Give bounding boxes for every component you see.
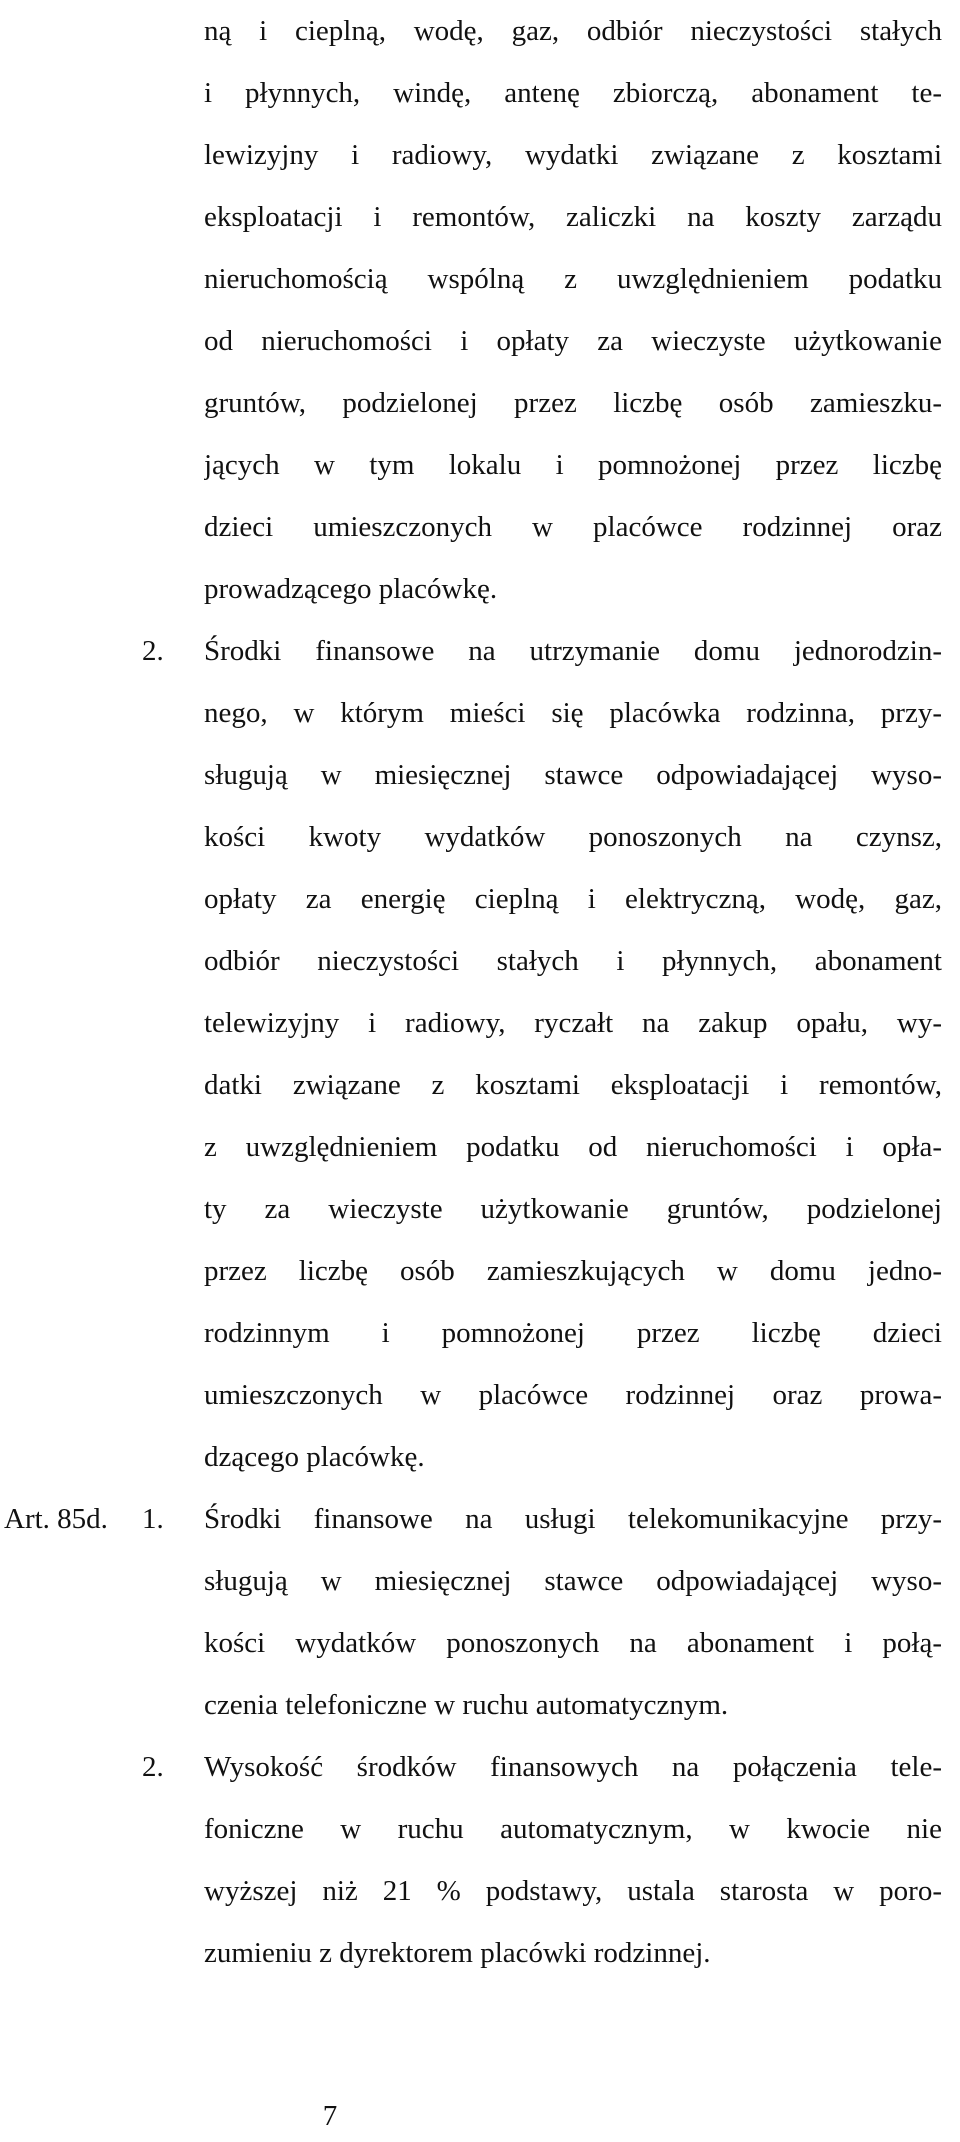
text-line: eksploatacji i remontów, zaliczki na koszty zarządu [204, 201, 942, 233]
text-line: kości kwoty wydatków ponoszonych na czynsz, [204, 821, 942, 853]
text-line: sługują w miesięcznej stawce odpowiadającej wyso- [204, 759, 942, 791]
text-line: odbiór nieczystości stałych i płynnych, abonament [204, 945, 942, 977]
text-line: nieruchomością wspólną z uwzględnieniem podatku [204, 263, 942, 295]
page-number: 7 [322, 2100, 338, 2132]
text-line: wyższej niż 21 % podstawy, ustala starosta w poro- [204, 1875, 942, 1907]
paragraph-number: 2. [142, 1751, 164, 1783]
text-line: lewizyjny i radiowy, wydatki związane z kosztami [204, 139, 942, 171]
text-line: Wysokość środków finansowych na połączenia tele- [204, 1751, 942, 1783]
text-line: prowadzącego placówkę. [204, 573, 498, 605]
text-line: Środki finansowe na utrzymanie domu jednorodzin- [204, 635, 942, 667]
text-line: od nieruchomości i opłaty za wieczyste użytkowanie [204, 325, 942, 357]
text-line: zumieniu z dyrektorem placówki rodzinnej. [204, 1937, 711, 1969]
text-line: jących w tym lokalu i pomnożonej przez liczbę [204, 449, 942, 481]
text-line: opłaty za energię cieplną i elektryczną, wodę, gaz, [204, 883, 942, 915]
text-line: ty za wieczyste użytkowanie gruntów, podzielonej [204, 1193, 942, 1225]
text-line: umieszczonych w placówce rodzinnej oraz prowa- [204, 1379, 942, 1411]
text-line: telewizyjny i radiowy, ryczałt na zakup opału, wy- [204, 1007, 942, 1039]
paragraph-number: 2. [142, 635, 164, 667]
text-line: dzieci umieszczonych w placówce rodzinnej oraz [204, 511, 942, 543]
text-line: datki związane z kosztami eksploatacji i remontów, [204, 1069, 942, 1101]
text-line: Środki finansowe na usługi telekomunikacyjne przy- [204, 1503, 942, 1535]
article-label: Art. 85d. [4, 1503, 108, 1535]
text-line: czenia telefoniczne w ruchu automatycznym. [204, 1689, 729, 1721]
text-line: z uwzględnieniem podatku od nieruchomości i opła- [204, 1131, 942, 1163]
text-line: gruntów, podzielonej przez liczbę osób zamieszku- [204, 387, 942, 419]
text-line: ną i cieplną, wodę, gaz, odbiór nieczystości stałych [204, 15, 942, 47]
text-line: sługują w miesięcznej stawce odpowiadającej wyso- [204, 1565, 942, 1597]
text-line: rodzinnym i pomnożonej przez liczbę dzieci [204, 1317, 942, 1349]
paragraph-number: 1. [142, 1503, 164, 1535]
text-line: foniczne w ruchu automatycznym, w kwocie nie [204, 1813, 942, 1845]
text-line: dzącego placówkę. [204, 1441, 425, 1473]
text-line: przez liczbę osób zamieszkujących w domu jedno- [204, 1255, 942, 1287]
text-line: i płynnych, windę, antenę zbiorczą, abonament te- [204, 77, 942, 109]
text-line: nego, w którym mieści się placówka rodzinna, przy- [204, 697, 942, 729]
text-line: kości wydatków ponoszonych na abonament i połą- [204, 1627, 942, 1659]
